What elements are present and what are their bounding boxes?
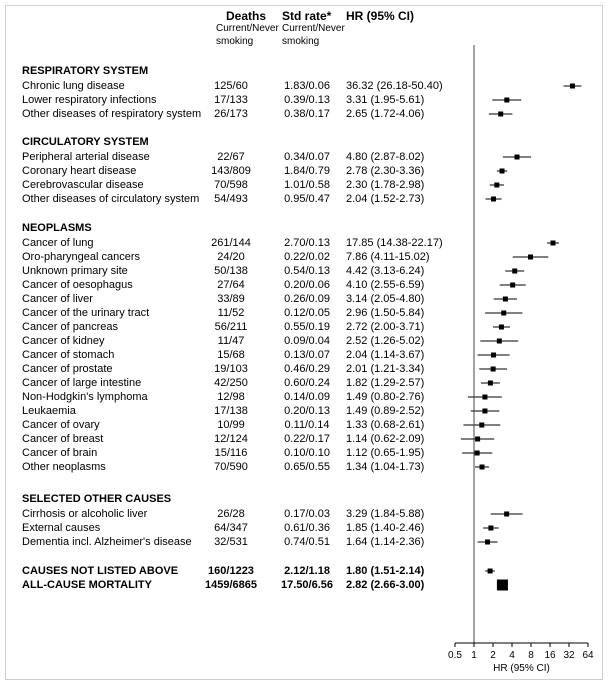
hr-point: [510, 283, 515, 288]
row-deaths: 143/809: [211, 165, 251, 177]
header-rate-sub1: Current/Never: [282, 23, 345, 34]
row-label: Chronic lung disease: [22, 80, 125, 92]
hr-point: [514, 155, 519, 160]
hr-point: [503, 297, 508, 302]
row-hr: 36.32 (26.18-50.40): [346, 80, 443, 92]
row-rate: 0.17/0.03: [284, 508, 330, 520]
row-deaths: 17/138: [214, 405, 248, 417]
row-label: Cancer of stomach: [22, 349, 115, 361]
row-hr: 1.85 (1.40-2.46): [346, 522, 425, 534]
row-deaths: 70/598: [214, 179, 248, 191]
hr-point: [550, 241, 555, 246]
row-hr: 7.86 (4.11-15.02): [346, 251, 430, 263]
row-rate: 0.46/0.29: [284, 363, 330, 375]
hr-point: [570, 84, 575, 89]
hr-point: [488, 526, 493, 531]
hr-point: [475, 437, 480, 442]
row-hr: 2.01 (1.21-3.34): [346, 363, 425, 375]
row-label: CAUSES NOT LISTED ABOVE: [22, 565, 179, 577]
hr-point: [488, 569, 493, 574]
row-deaths: 17/133: [214, 94, 248, 106]
row-hr: 2.04 (1.14-3.67): [346, 349, 425, 361]
row-rate: 0.34/0.07: [284, 151, 330, 163]
row-label: Oro-pharyngeal cancers: [22, 251, 141, 263]
row-hr: 3.14 (2.05-4.80): [346, 293, 425, 305]
row-deaths: 42/250: [214, 377, 248, 389]
row-rate: 0.39/0.13: [284, 94, 330, 106]
row-label: Cancer of the urinary tract: [22, 307, 150, 319]
row-hr: 2.78 (2.30-3.36): [346, 165, 425, 177]
row-hr: 1.34 (1.04-1.73): [346, 461, 425, 473]
hr-point: [497, 580, 508, 591]
row-hr: 3.31 (1.95-5.61): [346, 94, 425, 106]
row-deaths: 125/60: [214, 80, 248, 92]
row-deaths: 15/116: [214, 447, 248, 459]
row-deaths: 19/103: [214, 363, 248, 375]
row-deaths: 1459/6865: [205, 579, 257, 591]
row-hr: 1.14 (0.62-2.09): [346, 433, 425, 445]
row-deaths: 12/124: [214, 433, 248, 445]
header-deaths: Deaths: [226, 9, 267, 23]
row-deaths: 64/347: [214, 522, 248, 534]
row-hr: 17.85 (14.38-22.17): [346, 237, 443, 249]
row-label: Other diseases of circulatory system: [22, 193, 200, 205]
header-rate-sub2: smoking: [282, 36, 320, 47]
x-tick-label: 32: [563, 650, 575, 661]
row-label: Other neoplasms: [22, 461, 106, 473]
row-hr: 1.33 (0.68-2.61): [346, 419, 425, 431]
row-rate: 0.22/0.02: [284, 251, 330, 263]
hr-point: [482, 395, 487, 400]
row-label: Leukaemia: [22, 405, 76, 417]
row-rate: 0.60/0.24: [284, 377, 330, 389]
row-label: Cancer of brain: [22, 447, 98, 459]
row-deaths: 70/590: [214, 461, 248, 473]
row-rate: 0.26/0.09: [284, 293, 330, 305]
hr-point: [501, 311, 506, 316]
hr-point: [497, 339, 502, 344]
row-hr: 1.64 (1.14-2.36): [346, 536, 425, 548]
row-rate: 0.74/0.51: [284, 536, 330, 548]
hr-point: [482, 409, 487, 414]
row-rate: 17.50/6.56: [281, 579, 333, 591]
row-deaths: 27/64: [217, 279, 245, 291]
hr-point: [480, 465, 485, 470]
hr-point: [491, 367, 496, 372]
row-deaths: 11/52: [217, 307, 245, 319]
row-rate: 0.95/0.47: [284, 193, 330, 205]
row-deaths: 11/47: [217, 335, 245, 347]
row-deaths: 54/493: [214, 193, 248, 205]
header-deaths-sub2: smoking: [216, 36, 254, 47]
hr-point: [512, 269, 517, 274]
row-rate: 0.20/0.13: [284, 405, 330, 417]
row-rate: 0.22/0.17: [284, 433, 330, 445]
row-rate: 0.09/0.04: [284, 335, 330, 347]
row-label: Cancer of ovary: [22, 419, 100, 431]
x-tick-label: 4: [509, 650, 515, 661]
x-tick-label: 2: [490, 650, 496, 661]
row-rate: 0.54/0.13: [284, 265, 330, 277]
x-tick-label: 64: [582, 650, 594, 661]
row-rate: 1.84/0.79: [284, 165, 330, 177]
row-deaths: 261/144: [211, 237, 251, 249]
row-label: External causes: [22, 522, 101, 534]
row-hr: 1.49 (0.80-2.76): [346, 391, 425, 403]
row-label: Dementia incl. Alzheimer's disease: [22, 536, 192, 548]
row-label: Cancer of lung: [22, 237, 94, 249]
row-rate: 2.12/1.18: [284, 565, 330, 577]
row-label: Non-Hodgkin's lymphoma: [22, 391, 148, 403]
hr-point: [499, 325, 504, 330]
row-deaths: 26/28: [217, 508, 245, 520]
row-label: Other diseases of respiratory system: [22, 108, 202, 120]
row-hr: 1.12 (0.65-1.95): [346, 447, 425, 459]
row-deaths: 15/68: [217, 349, 245, 361]
section-other-causes: SELECTED OTHER CAUSES: [22, 493, 172, 505]
hr-point: [498, 112, 503, 117]
x-tick-label: 8: [528, 650, 534, 661]
row-label: Cancer of pancreas: [22, 321, 118, 333]
header-rate: Std rate*: [282, 9, 332, 23]
row-label: Cancer of liver: [22, 293, 93, 305]
row-label: Cancer of oesophagus: [22, 279, 133, 291]
hr-point: [494, 183, 499, 188]
section-circulatory: CIRCULATORY SYSTEM: [22, 136, 149, 148]
row-hr: 2.30 (1.78-2.98): [346, 179, 425, 191]
row-rate: 0.14/0.09: [284, 391, 330, 403]
section-neoplasms: NEOPLASMS: [22, 222, 92, 234]
row-deaths: 33/89: [217, 293, 245, 305]
hr-point: [475, 451, 480, 456]
row-hr: 2.04 (1.52-2.73): [346, 193, 425, 205]
row-hr: 4.42 (3.13-6.24): [346, 265, 425, 277]
row-rate: 0.12/0.05: [284, 307, 330, 319]
x-tick-label: 0.5: [448, 650, 462, 661]
row-label: Cancer of prostate: [22, 363, 113, 375]
row-rate: 0.20/0.06: [284, 279, 330, 291]
row-hr: 1.49 (0.89-2.52): [346, 405, 425, 417]
row-deaths: 24/20: [217, 251, 245, 263]
hr-point: [504, 98, 509, 103]
row-label: ALL-CAUSE MORTALITY: [22, 579, 152, 591]
row-hr: 4.10 (2.55-6.59): [346, 279, 425, 291]
row-hr: 4.80 (2.87-8.02): [346, 151, 425, 163]
row-hr: 2.96 (1.50-5.84): [346, 307, 425, 319]
header-hr: HR (95% CI): [346, 9, 415, 23]
x-tick-label: 16: [544, 650, 556, 661]
row-label: Peripheral arterial disease: [22, 151, 150, 163]
row-hr: 2.52 (1.26-5.02): [346, 335, 425, 347]
hr-point: [488, 381, 493, 386]
row-hr: 2.65 (1.72-4.06): [346, 108, 425, 120]
hr-point: [485, 540, 490, 545]
row-rate: 0.38/0.17: [284, 108, 330, 120]
row-deaths: 22/67: [217, 151, 245, 163]
row-label: Lower respiratory infections: [22, 94, 157, 106]
row-label: Cirrhosis or alcoholic liver: [22, 508, 148, 520]
x-axis-label: HR (95% CI): [493, 663, 550, 674]
row-deaths: 160/1223: [208, 565, 254, 577]
row-rate: 2.70/0.13: [284, 237, 330, 249]
row-hr: 3.29 (1.84-5.88): [346, 508, 425, 520]
section-respiratory: RESPIRATORY SYSTEM: [22, 65, 149, 77]
row-deaths: 26/173: [214, 108, 248, 120]
hr-point: [491, 353, 496, 358]
header-deaths-sub1: Current/Never: [216, 23, 279, 34]
row-rate: 0.10/0.10: [284, 447, 330, 459]
row-deaths: 56/211: [214, 321, 248, 333]
row-rate: 0.61/0.36: [284, 522, 330, 534]
row-label: Cancer of kidney: [22, 335, 105, 347]
row-hr: 1.80 (1.51-2.14): [346, 565, 425, 577]
x-tick-label: 1: [471, 650, 477, 661]
row-hr: 2.72 (2.00-3.71): [346, 321, 425, 333]
row-deaths: 12/98: [217, 391, 245, 403]
hr-point: [500, 169, 505, 174]
row-label: Cancer of large intestine: [22, 377, 142, 389]
row-rate: 1.83/0.06: [284, 80, 330, 92]
hr-point: [528, 255, 533, 260]
row-rate: 0.55/0.19: [284, 321, 330, 333]
row-hr: 1.82 (1.29-2.57): [346, 377, 425, 389]
row-label: Cerebrovascular disease: [22, 179, 144, 191]
row-deaths: 50/138: [214, 265, 248, 277]
row-hr: 2.82 (2.66-3.00): [346, 579, 425, 591]
row-rate: 0.13/0.07: [284, 349, 330, 361]
row-label: Coronary heart disease: [22, 165, 137, 177]
row-deaths: 10/99: [217, 419, 245, 431]
hr-point: [504, 512, 509, 517]
row-label: Cancer of breast: [22, 433, 104, 445]
row-rate: 0.11/0.14: [284, 419, 330, 431]
row-label: Unknown primary site: [22, 265, 128, 277]
row-rate: 0.65/0.55: [284, 461, 330, 473]
hr-point: [491, 197, 496, 202]
row-deaths: 32/531: [214, 536, 248, 548]
row-rate: 1.01/0.58: [284, 179, 330, 191]
hr-point: [479, 423, 484, 428]
